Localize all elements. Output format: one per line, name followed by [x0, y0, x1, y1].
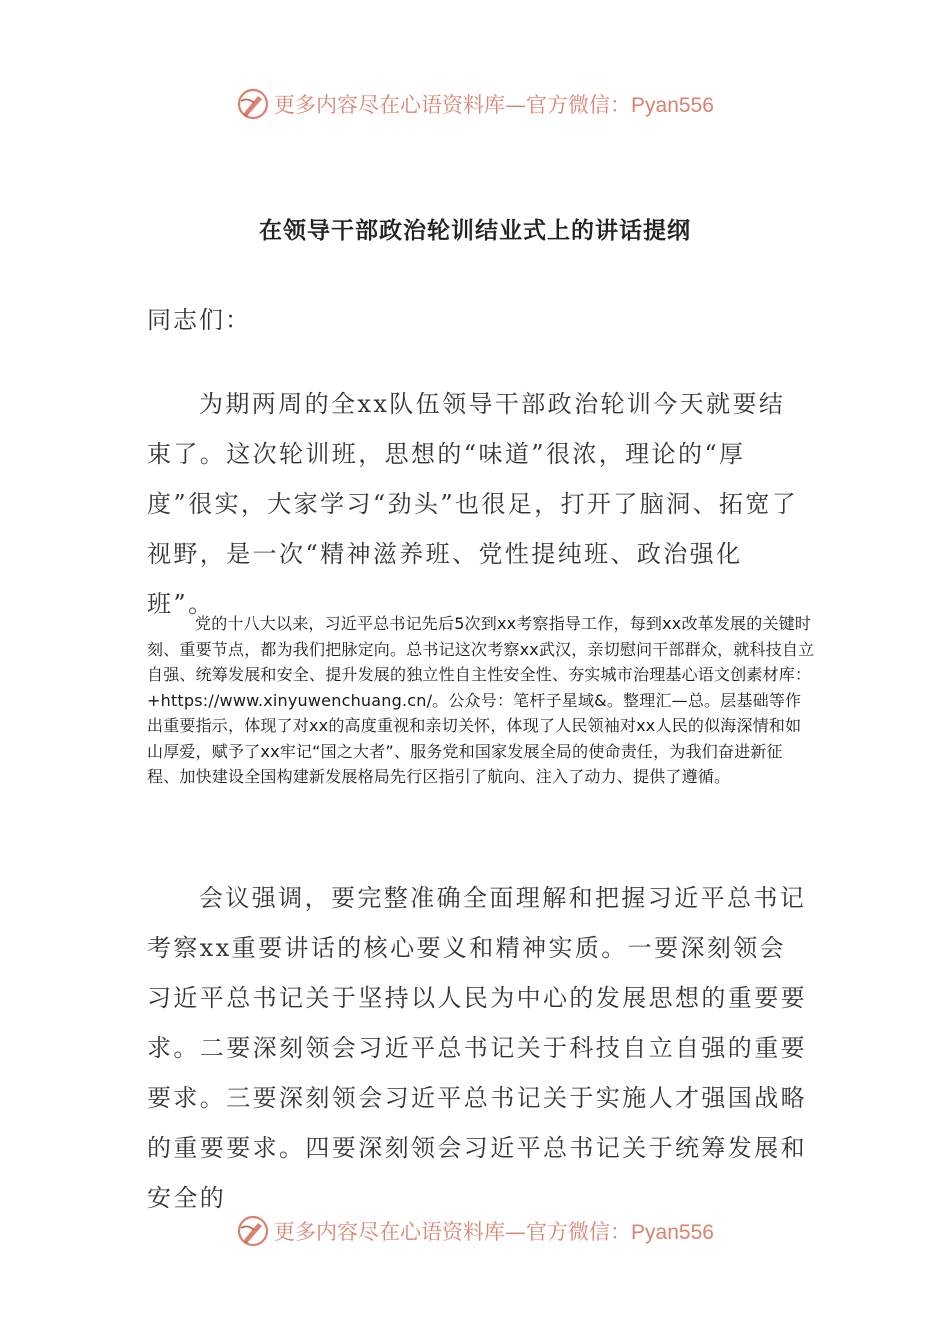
footer-banner: [0, 1211, 950, 1251]
salutation: 同志们：: [147, 306, 251, 334]
pen-logo-icon: [236, 1214, 270, 1248]
pen-logo-icon: [236, 87, 270, 121]
banner-text: [274, 89, 714, 119]
banner-text-cn: 更多内容尽在心语资料库—官方微信：: [274, 1220, 632, 1244]
paragraph-2: 党的十八大以来，习近平总书记先后5次到xx考察指导工作，每到xx改革发展的关键时刻、重要节点，都为我们把脉定向。总书记这次考察xx武汉，亲切慰问干部群众，就科技自立自强、统筹发展和安全、提升发展的独立性自主性安全性、夯实城市治理基心语文创素材库：+https://www.xinyuwenchuang.cn/。公众号：笔杆子星域&。整理汇—总。层基础等作出重要指示，体现了对xx的高度重视和亲切关怀，体现了人民领袖对xx人民的似海深情和如山厚爱，赋予了xx牢记“国之大者”、服务党和国家发展全局的使命责任，为我们奋进新征程、加快建设全国构建新发展格局先行区指引了航向、注入了动力、提供了遵循。: [147, 614, 815, 786]
banner-wechat-id: Pyan556: [631, 94, 714, 117]
document-title: 在领导干部政治轮训结业式上的讲话提纲: [259, 218, 691, 244]
banner-text: [274, 1216, 714, 1246]
banner-wechat-id: Pyan556: [631, 1221, 714, 1244]
paragraph-3: 会议强调，要完整准确全面理解和把握习近平总书记考察xx重要讲话的核心要义和精神实质。一要深刻领会习近平总书记关于坚持以人民为中心的发展思想的重要要求。二要深刻领会习近平总书记关于科技自立自强的重要要求。三要深刻领会习近平总书记关于实施人才强国战略的重要要求。四要深刻领会习近平总书记关于统筹发展和安全的: [147, 884, 807, 1212]
header-banner: [0, 84, 950, 124]
banner-text-cn: 更多内容尽在心语资料库—官方微信：: [274, 93, 632, 117]
paragraph-1: 为期两周的全xx队伍领导干部政治轮训今天就要结束了。这次轮训班，思想的“味道”很浓，理论的“厚度”很实，大家学习“劲头”也很足，打开了脑洞、拓宽了视野，是一次“精神滋养班、党性提纯班、政治强化班”。: [147, 390, 799, 618]
